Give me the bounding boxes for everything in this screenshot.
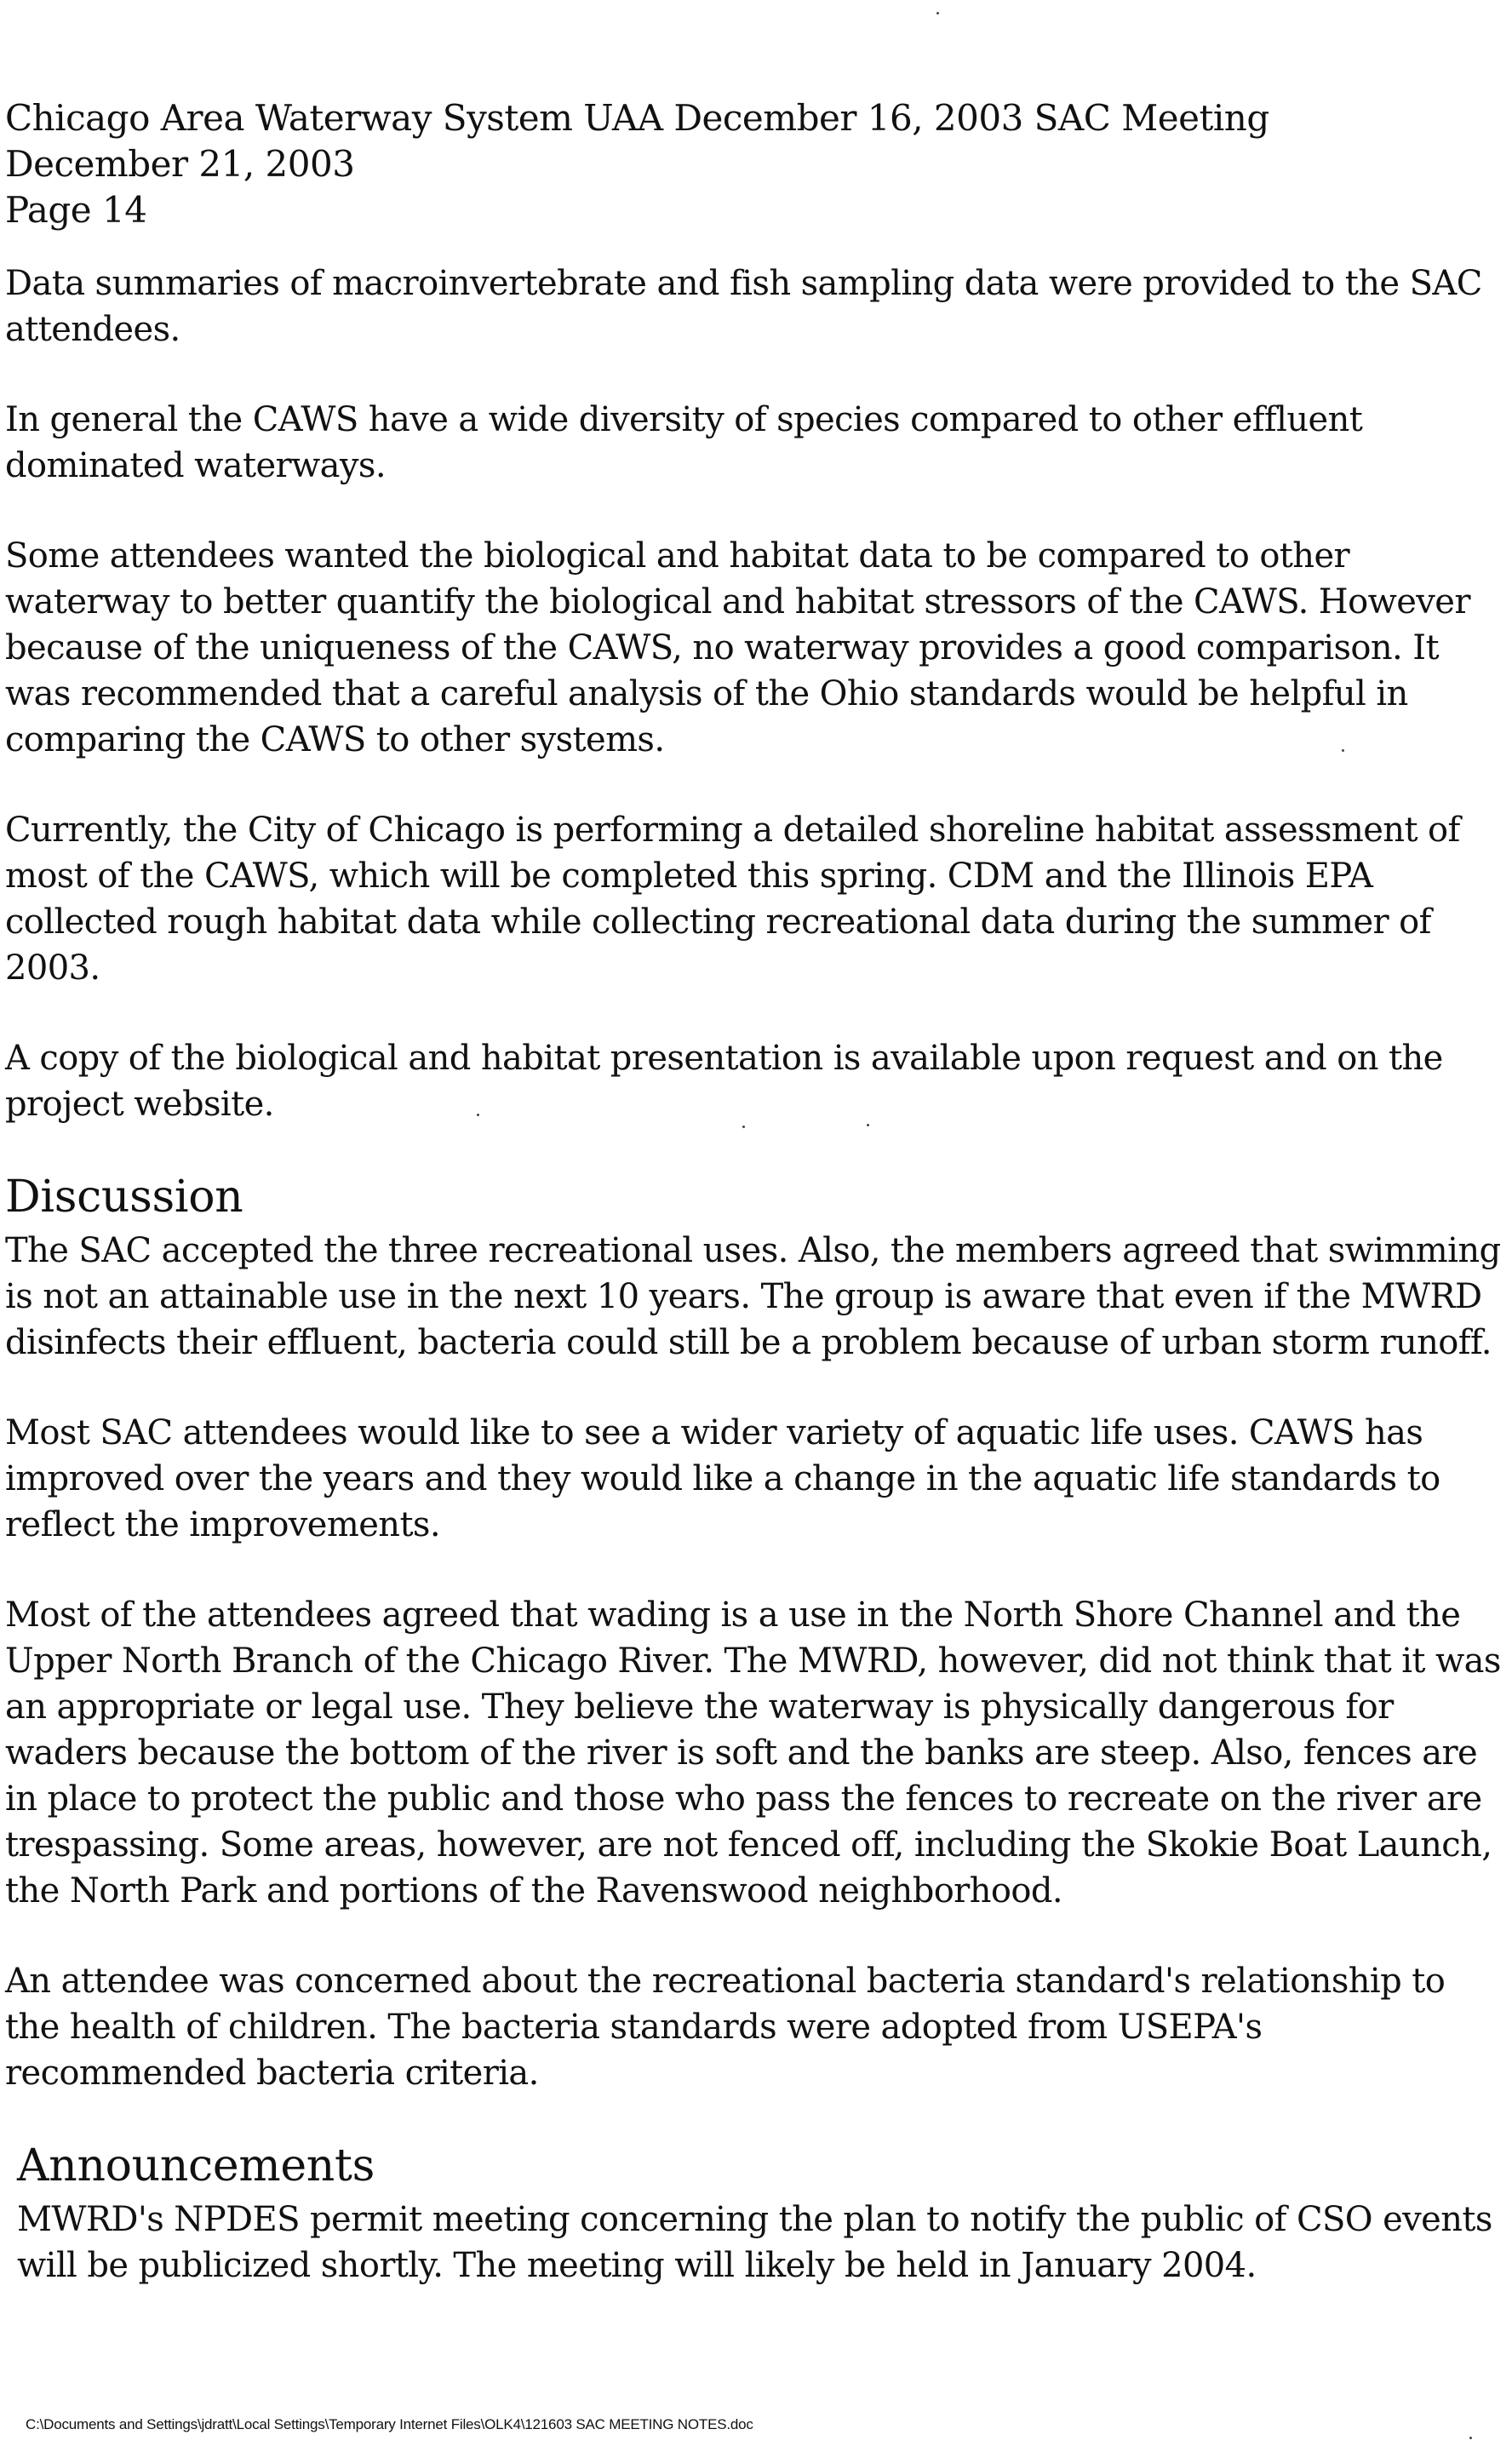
discussion-paragraph-wading: Most of the attendees agreed that wading is a use in the North Shore Channel and the Upper North Branch of the Chicago River. The MWRD, however, did not think that it was an appropriate or legal use. They believe the waterway is physically dangerous for waders because the bottom of the river is soft and the banks are steep. Also, fences are in place to protect the public and those who pass the fences to recreate on the river are trespassing. Some areas, however, are not fenced off, including the Skokie Boat Launch, the North Park and portions of the Ravenswood neighborhood. xyxy=(5,1596,1501,1911)
paragraph-habitat-assessment: Currently, the City of Chicago is performing a detailed shoreline habitat assessment of most of the CAWS, which will be completed this spring. CDM and the Illinois EPA collected rough habitat data while collecting recreational data during the summer of 2003. xyxy=(5,811,1460,988)
announcements-heading: Announcements xyxy=(17,2140,375,2191)
scan-speck xyxy=(477,1114,479,1116)
discussion-paragraph-aquatic-life: Most SAC attendees would like to see a wider variety of aquatic life uses. CAWS has improved over the years and they would like a change in the aquatic life standards to reflect the improvements. xyxy=(5,1413,1440,1544)
scan-speck xyxy=(1342,749,1344,752)
discussion-heading: Discussion xyxy=(5,1172,243,1223)
discussion-paragraph-bacteria: An attendee was concerned about the recreational bacteria standard's relationship to the health of children. The bacteria standards were adopted from USEPA's recommended bacteria criteria. xyxy=(5,1962,1446,2093)
paragraph-data-summaries: Data summaries of macroinvertebrate and fish sampling data were provided to the SAC attendees. xyxy=(5,264,1482,349)
header-title: Chicago Area Waterway System UAA December 16, 2003 SAC Meeting xyxy=(5,97,1269,139)
paragraph-presentation-copy: A copy of the biological and habitat presentation is available upon request and on the project website. xyxy=(5,1039,1443,1124)
page-header xyxy=(5,95,1269,233)
header-date: December 21, 2003 xyxy=(5,143,355,185)
scan-speck xyxy=(742,1126,745,1128)
header-page-number: Page 14 xyxy=(5,189,147,231)
document-body xyxy=(5,261,1503,2333)
footer-file-path: C:\Documents and Settings\jdratt\Local Settings\Temporary Internet Files\OLK4\121603 SAC MEETING NOTES.doc xyxy=(26,2416,753,2432)
paragraph-species-diversity: In general the CAWS have a wide diversity of species compared to other effluent dominated waterways. xyxy=(5,400,1363,485)
paragraph-comparison: Some attendees wanted the biological and habitat data to be compared to other waterway to better quantify the biological and habitat stressors of the CAWS. However because of the uniqueness of the CAWS, no waterway provides a good comparison. It was recommended that a careful analysis of the Ohio standards would be helpful in comparing the CAWS to other systems. xyxy=(5,536,1470,759)
announcements-section xyxy=(5,2140,1503,2289)
discussion-paragraph-recreational: The SAC accepted the three recreational uses. Also, the members agreed that swimming is not an attainable use in the next 10 years. The group is aware that even if the MWRD disinfects their effluent, bacteria could still be a problem because of urban storm runoff. xyxy=(5,1231,1501,1362)
announcements-paragraph: MWRD's NPDES permit meeting concerning the plan to notify the public of CSO events will be publicized shortly. The meeting will likely be held in January 2004. xyxy=(17,2200,1492,2285)
scan-speck xyxy=(936,12,939,14)
scan-speck xyxy=(1469,2437,1472,2439)
scan-speck xyxy=(867,1124,869,1126)
